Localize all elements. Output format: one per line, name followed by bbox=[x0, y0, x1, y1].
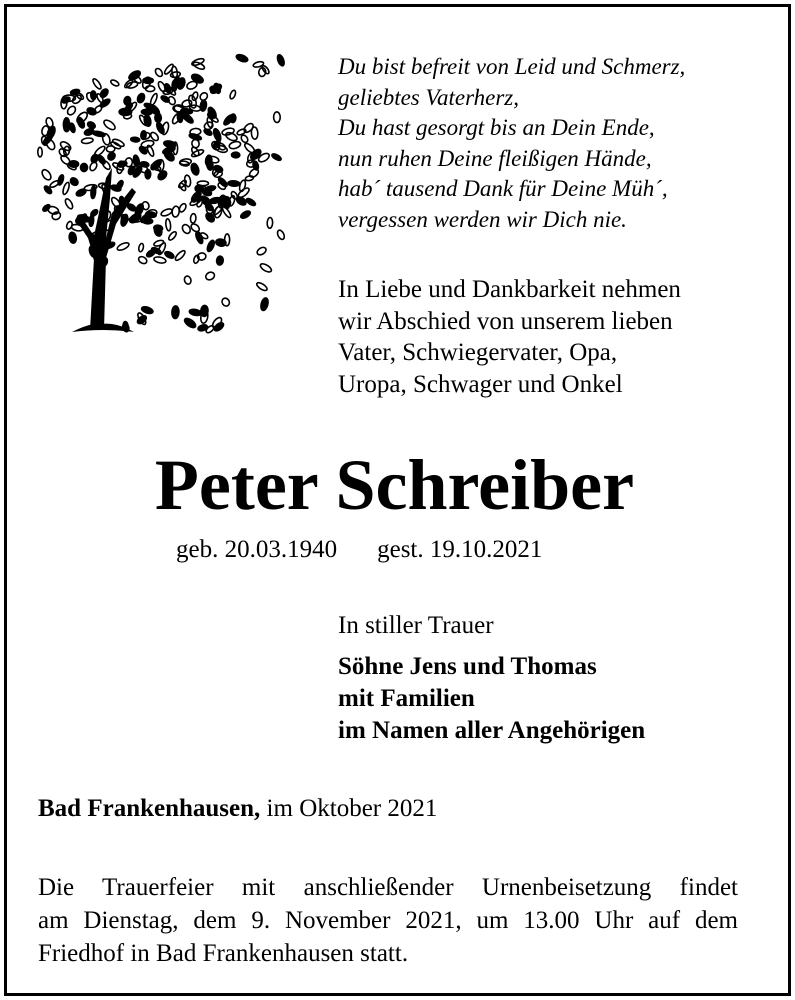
intro-line: wir Abschied von unserem lieben bbox=[338, 307, 673, 335]
funeral-notice bbox=[38, 871, 738, 970]
life-dates bbox=[176, 535, 542, 565]
intro-line: Vater, Schwiegervater, Opa, bbox=[338, 339, 618, 366]
funeral-line: Friedhof in Bad Frankenhausen statt. bbox=[38, 940, 409, 967]
intro-line: Uropa, Schwager und Onkel bbox=[338, 370, 623, 398]
poem-line: Du bist befreit von Leid und Schmerz, bbox=[338, 54, 686, 79]
signature-line: Söhne Jens und Thomas bbox=[338, 653, 597, 680]
date-text: im Oktober 2021 bbox=[266, 795, 438, 822]
deceased-name: Peter Schreiber bbox=[154, 445, 635, 525]
poem bbox=[338, 52, 778, 235]
mourners-signatures bbox=[338, 651, 645, 747]
intro-text bbox=[338, 274, 778, 400]
poem-line: vergessen werden wir Dich nie. bbox=[338, 206, 627, 232]
poem-line: hab´ tausend Dank für Deine Müh´, bbox=[338, 176, 668, 201]
intro-line: In Liebe und Dankbarkeit nehmen bbox=[338, 276, 681, 303]
poem-line: geliebtes Vaterherz, bbox=[338, 84, 519, 110]
poem-line: Du hast gesorgt bis an Dein Ende, bbox=[338, 115, 655, 140]
birth-date: geb. 20.03.1940 bbox=[176, 536, 338, 563]
funeral-line: Die Trauerfeier mit anschließender Urnenbeisetzung findet bbox=[38, 874, 738, 901]
mourning-label: In stiller Trauer bbox=[338, 612, 494, 639]
tree-illustration bbox=[32, 48, 290, 338]
tree-foliage bbox=[38, 63, 263, 266]
place-and-date bbox=[38, 794, 437, 824]
town: Bad Frankenhausen, bbox=[38, 795, 261, 822]
death-date: gest. 19.10.2021 bbox=[377, 536, 543, 563]
poem-line: nun ruhen Deine fleißigen Hände, bbox=[338, 145, 652, 171]
funeral-line: am Dienstag, dem 9. November 2021, um 13.00 Uhr auf dem bbox=[38, 907, 738, 934]
signature-line: mit Familien bbox=[338, 685, 475, 712]
signature-line: im Namen aller Angehörigen bbox=[338, 717, 646, 744]
